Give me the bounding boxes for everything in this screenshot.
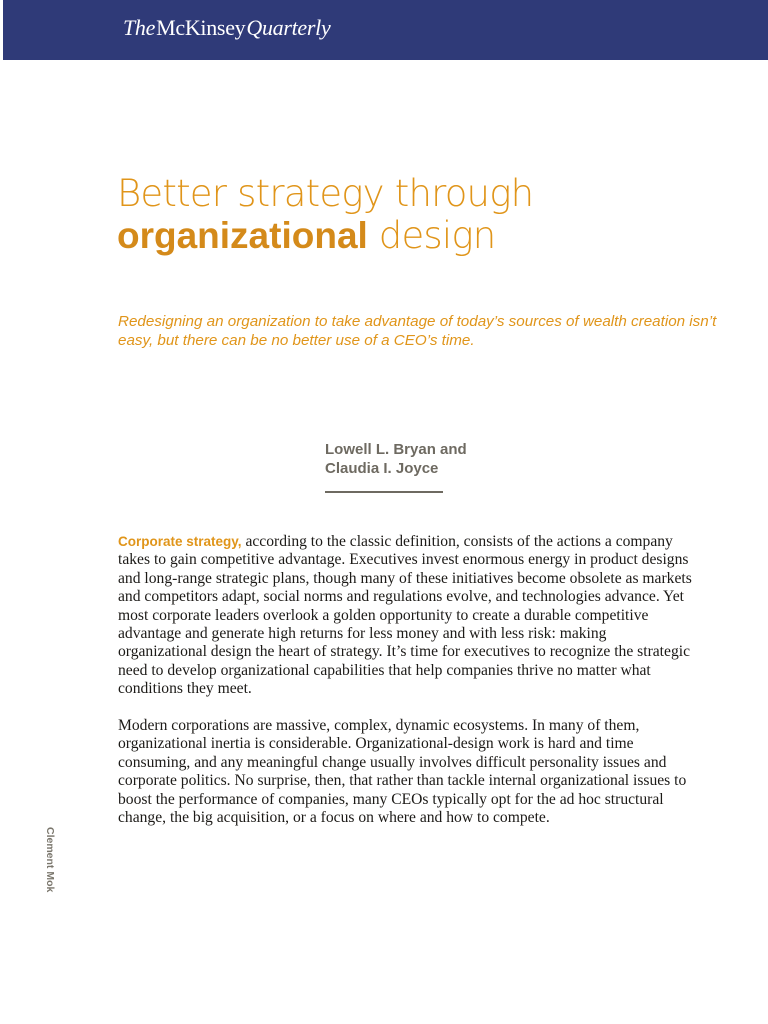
- body-paragraph-1: [118, 533, 693, 699]
- byline-rule: [325, 491, 443, 493]
- logo-quarterly: Quarterly: [246, 15, 331, 40]
- masthead-bar: [3, 0, 768, 60]
- byline: [325, 440, 467, 478]
- illustration-credit: Clement Mok: [44, 827, 56, 893]
- paragraph-1-text: according to the classic definition, consists of the actions a company takes to gain competitive advantage. Executives invest enormous energy in product designs and long-range strategic plans, though many of these initiatives become obsolete as markets and competitors adapt, social norms and regulations evolve, and technologies advance. Yet most corporate leaders overlook a golden opportunity to create a durable competitive advantage and generate high returns for less money and with less risk: making organizational design the heart of strategy. It’s time for executives to recognize the strategic need to develop organizational capabilities that help companies thrive no matter what conditions they meet.: [118, 533, 692, 698]
- logo-the: The: [123, 15, 156, 40]
- author-line-1: Lowell L. Bryan and: [325, 441, 467, 458]
- lead-in: Corporate strategy,: [118, 534, 242, 549]
- title-bold-word: organizational: [117, 215, 368, 256]
- title-line-2: [117, 215, 533, 257]
- body-paragraph-2: Modern corporations are massive, complex, dynamic ecosystems. In many of them, organizational inertia is considerable. Organizational-design work is hard and time consuming, and any meaningful change usually involves difficult personality issues and corporate politics. No surprise, then, that rather than tackle internal organizational issues to boost the performance of companies, many CEOs typically opt for the ad hoc structural change, the big acquisition, or a focus on where and how to compete.: [118, 717, 687, 827]
- article-title: [117, 173, 533, 257]
- title-rest: design: [378, 214, 496, 257]
- publication-logo: [123, 15, 330, 41]
- logo-mckinsey: McKinsey: [156, 15, 246, 40]
- article-dek: Redesigning an organization to take advantage of today’s sources of wealth creation isn’t easy, but there can be no better use of a CEO’s time.: [118, 313, 717, 349]
- article-body: [118, 533, 693, 846]
- author-line-2: Claudia I. Joyce: [325, 460, 439, 477]
- title-line-1: Better strategy through: [117, 172, 534, 215]
